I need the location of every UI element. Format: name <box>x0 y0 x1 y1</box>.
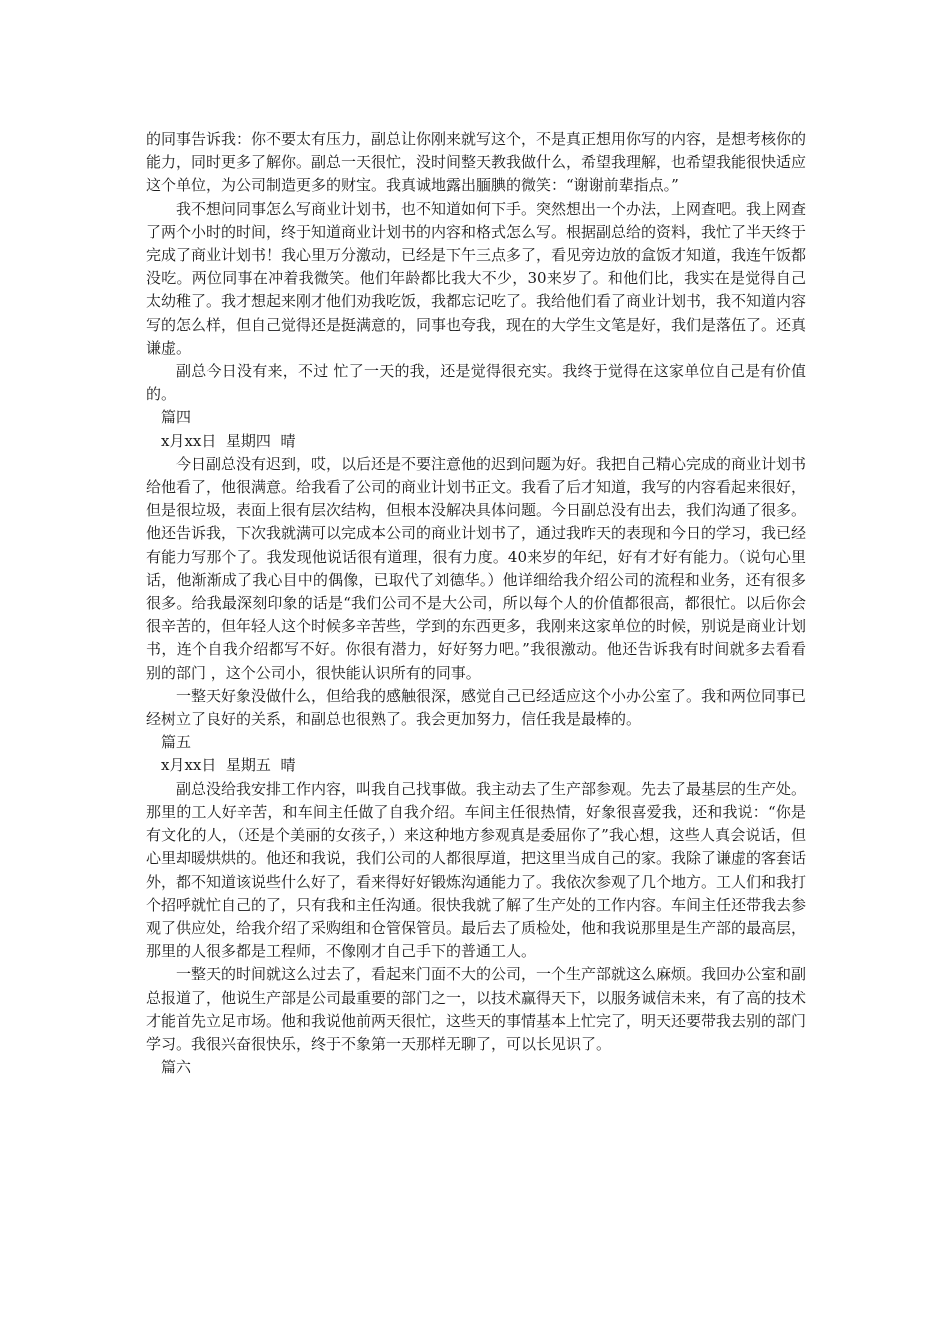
paragraph-friday-main: 副总没给我安排工作内容，叫我自己找事做。我主动去了生产部参观。先去了最基层的生产处。那里的工人好辛苦，和车间主任做了自我介绍。车间主任很热情，好象很喜爱我，还和我说：“你是有文化的人，（还是个美丽的女孩子，）来这种地方参观真是委屈你了”我心想，这些人真会说话，但心里却暖烘烘的。他还和我说，我们公司的人都很厚道，把这里当成自己的家。我除了谦虚的客套话外，都不知道该说些什么好了，看来得好好锻炼沟通能力了。我依次参观了几个地方。工人们和我打个招呼就忙自己的了，只有我和主任沟通。很快我就了解了生产处的工作内容。车间主任还带我去参观了供应处，给我介绍了采购组和仓管保管员。最后去了质检处，他和我说那里是生产部的最高层，那里的人很多都是工程师，不像刚才自己手下的普通工人。 <box>146 779 807 961</box>
paragraph-business-plan: 我不想问同事怎么写商业计划书，也不知道如何下手。突然想出一个办法，上网查吧。我上网查了两个小时的时间，终于知道商业计划书的内容和格式怎么写。根据副总给的资料，我忙了半天终于完成了商业计划书！我心里万分激动，已经是下午三点多了，看见旁边放的盒饭才知道，我连午饭都没吃。两位同事在冲着我微笑。他们年龄都比我大不少，30来岁了。和他们比，我实在是觉得自己太幼稚了。我才想起来刚才他们劝我吃饭，我都忘记吃了。我给他们看了商业计划书，我不知道内容写的怎么样，但自己觉得还是挺满意的，同事也夸我，现在的大学生文笔是好，我们是落伍了。还真谦虚。 <box>146 199 807 357</box>
paragraph-thursday-summary: 一整天好象没做什么，但给我的感触很深，感觉自己已经适应这个小办公室了。我和两位同事已经树立了良好的关系，和副总也很熟了。我会更加努力，信任我是最棒的。 <box>146 686 807 729</box>
paragraph-continued: 的同事告诉我：你不要太有压力，副总让你刚来就写这个，不是真正想用你写的内容，是想考核你的能力，同时更多了解你。副总一天很忙，没时间整天教我做什么，希望我理解，也希望我能很快适应这个单位，为公司制造更多的财宝。我真诚地露出腼腆的微笑：“谢谢前辈指点。” <box>146 130 807 195</box>
document-page <box>146 128 806 1079</box>
section-heading-5: 篇五 <box>161 733 192 752</box>
dateline-thursday: x月xx日 星期四 晴 <box>161 431 296 450</box>
section-heading-6: 篇六 <box>161 1058 192 1077</box>
dateline-friday: x月xx日 星期五 晴 <box>161 756 296 775</box>
section-heading-4: 篇四 <box>161 408 192 427</box>
paragraph-thursday-main: 今日副总没有迟到，哎，以后还是不要注意他的迟到问题为好。我把自己精心完成的商业计划书给他看了，他很满意。给我看了公司的商业计划书正文。我看了后才知道，我写的内容看起来很好，但是很垃圾，表面上很有层次结构，但根本没解决具体问题。今日副总没有出去，我们沟通了很多。他还告诉我，下次我就满可以完成本公司的商业计划书了，通过我昨天的表现和今日的学习，我已经有能力写那个了。我发现他说话很有道理，很有力度。40来岁的年纪，好有才好有能力。（说句心里话，他渐渐成了我心目中的偶像，已取代了刘德华。）他详细给我介绍公司的流程和业务，还有很多很多。给我最深刻印象的话是“我们公司不是大公司，所以每个人的价值都很高，都很忙。以后你会很辛苦的，但年轻人这个时候多辛苦些，学到的东西更多，我刚来这家单位的时候，别说是商业计划书，连个自我介绍都写不好。你很有潜力，好好努力吧。”我很激动。他还告诉我有时间就多去看看别的部门 ，这个公司小，很快能认识所有的同事。 <box>146 454 807 682</box>
paragraph-friday-summary: 一整天的时间就这么过去了，看起来门面不大的公司，一个生产部就这么麻烦。我回办公室和副总报道了，他说生产部是公司最重要的部门之一，以技术赢得天下，以服务诚信未来，有了高的技术才能首先立足市场。他和我说他前两天很忙，这些天的事情基本上忙完了，明天还要带我去别的部门学习。我很兴奋很快乐，终于不象第一天那样无聊了，可以长见识了。 <box>146 965 807 1053</box>
paragraph-day-summary: 副总今日没有来，不过 忙了一天的我，还是觉得很充实。我终于觉得在这家单位自己是有价值的。 <box>146 362 806 404</box>
